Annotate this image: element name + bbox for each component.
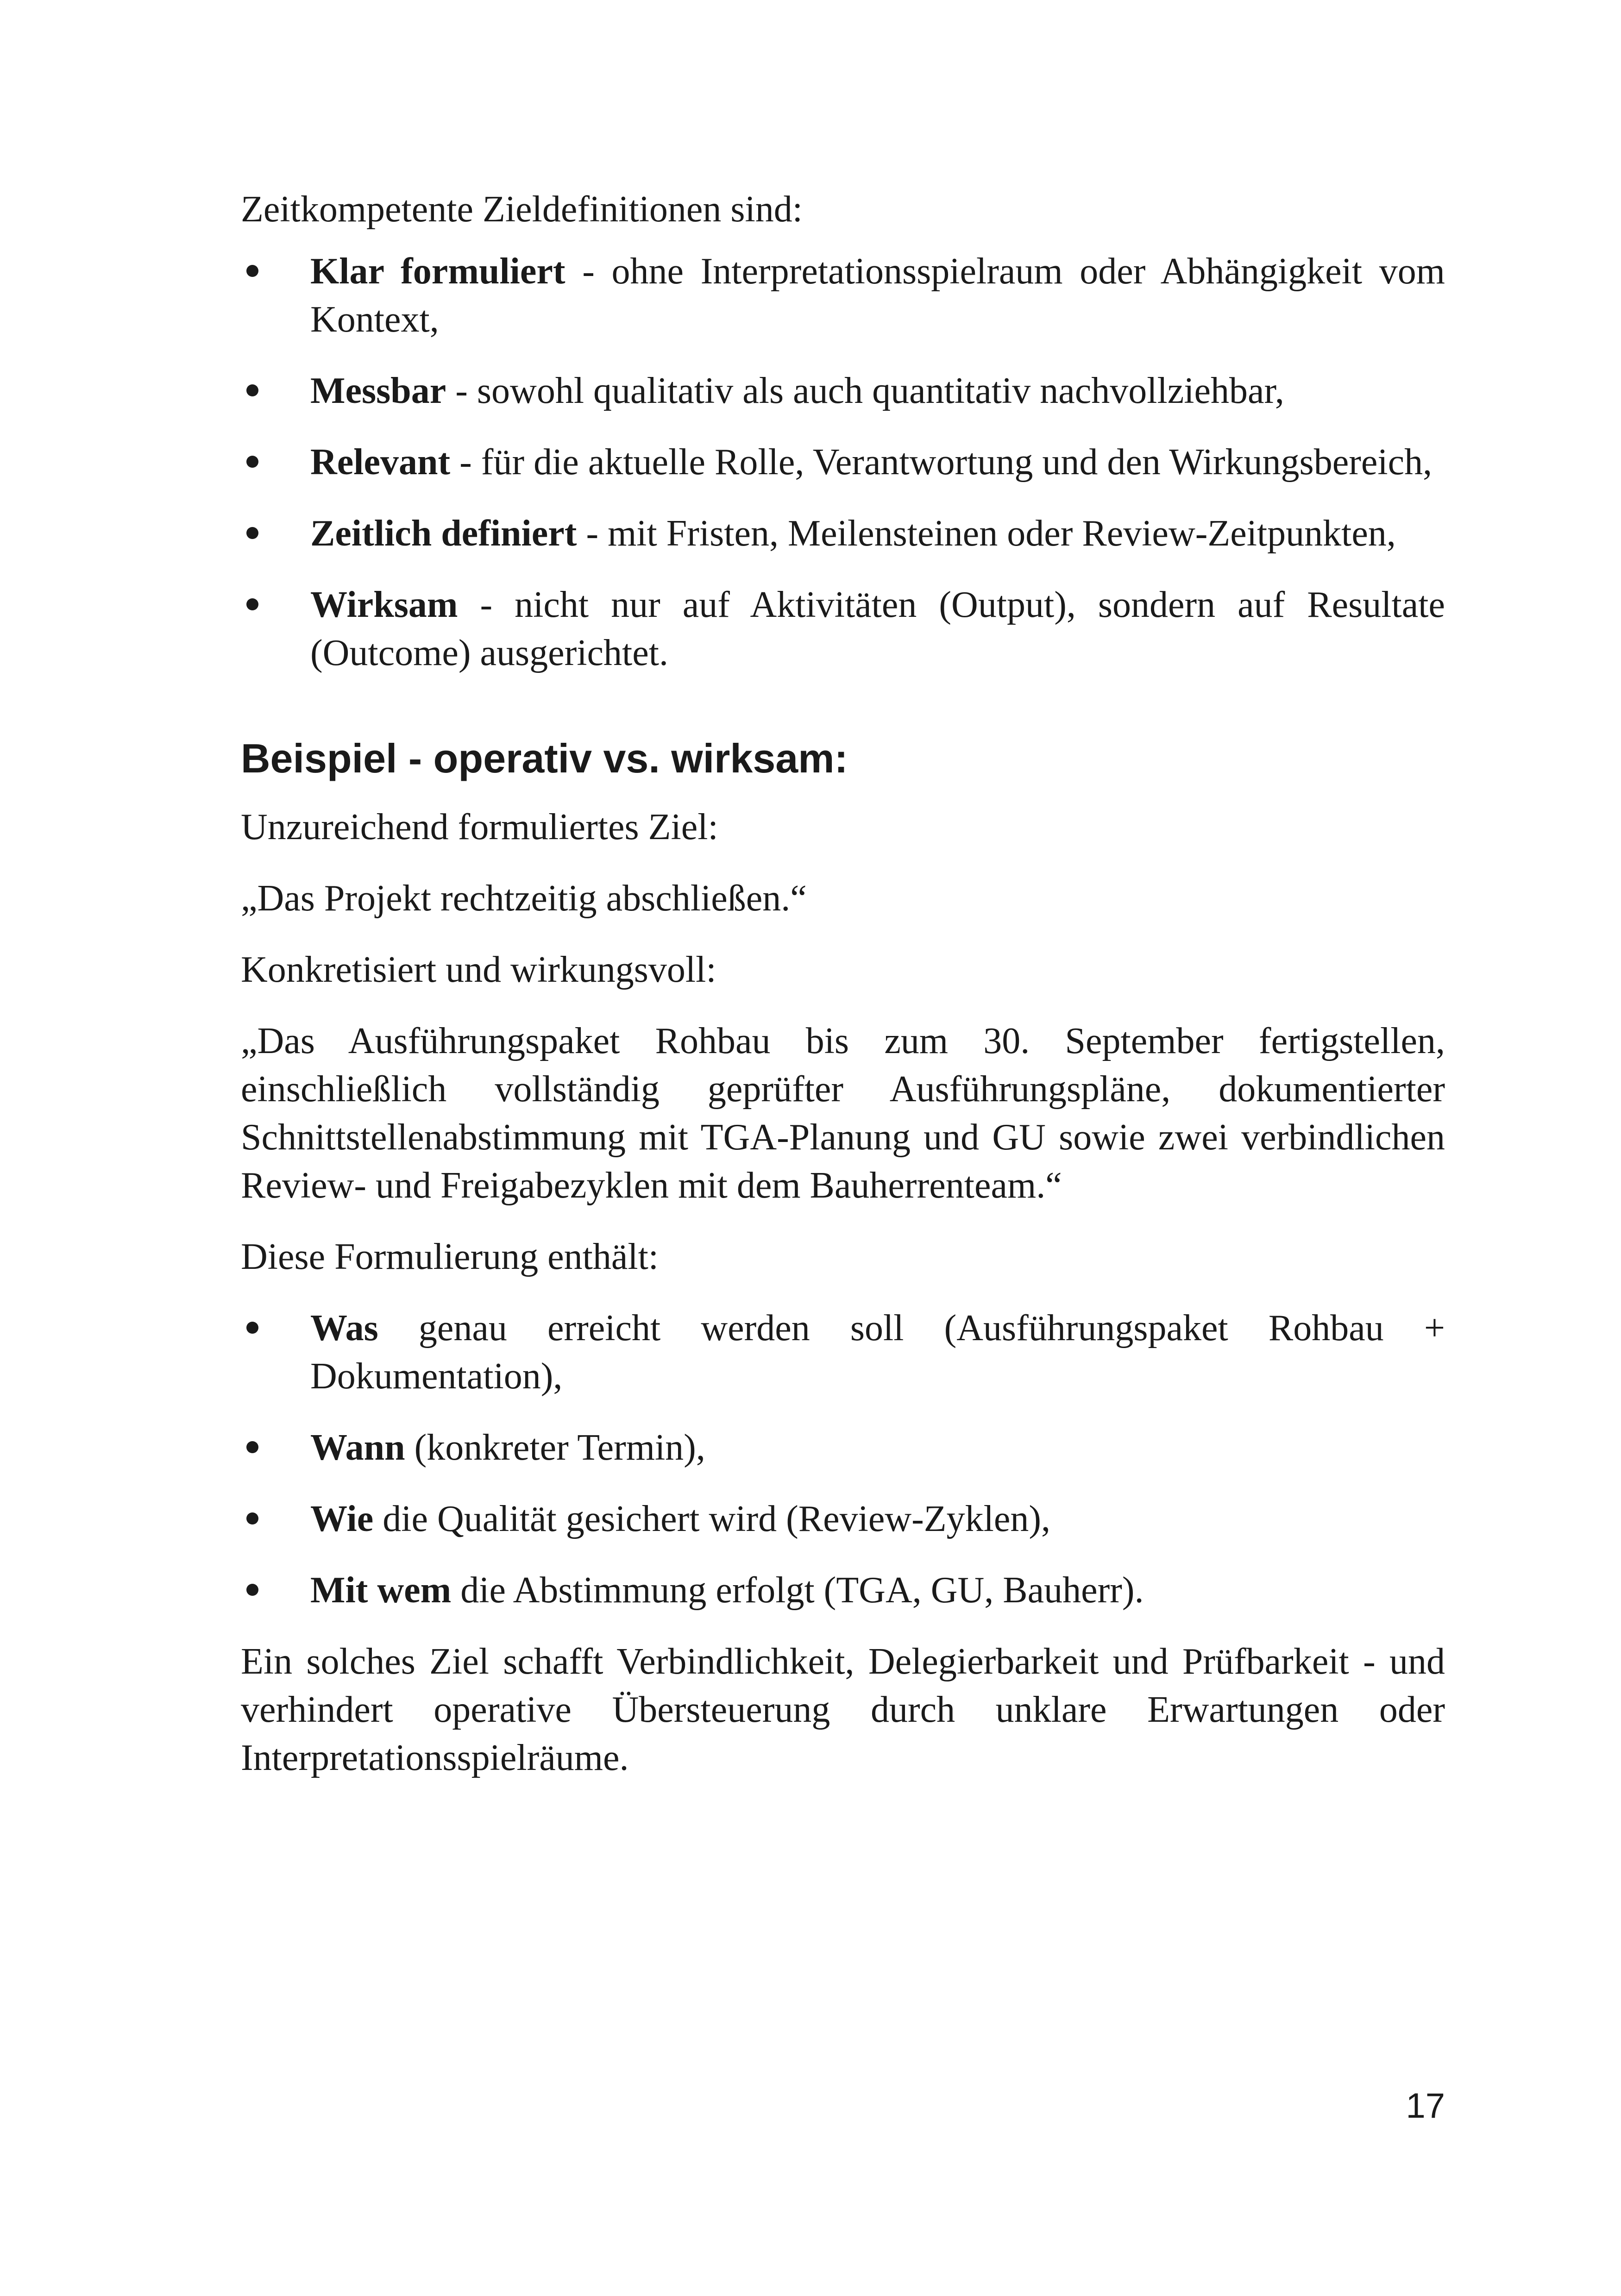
criteria-text: - mit Fristen, Meilensteinen oder Review-Zeitpunkten, (577, 513, 1396, 554)
bullet-icon (246, 265, 258, 277)
conclusion-text: Ein solches Ziel schafft Verbindlichkeit, Delegierbarkeit und Prüfbarkeit - und verhindert operative Übersteuerung durch unklare Erwartungen oder Interpretationsspielräume. (241, 1641, 1445, 1778)
aspect-item-how (241, 1495, 1445, 1543)
aspect-term: Wann (310, 1427, 405, 1468)
contains-label: Diese Formulierung enthält: (241, 1236, 659, 1277)
aspect-text: (konkreter Termin), (405, 1427, 705, 1468)
example-heading: Beispiel - operativ vs. wirksam: (241, 735, 848, 781)
criteria-item-measurable (241, 367, 1445, 415)
bullet-icon (246, 598, 258, 610)
aspect-item-what (241, 1304, 1445, 1400)
criteria-term: Messbar (310, 370, 446, 411)
strong-goal-label: Konkretisiert und wirkungsvoll: (241, 949, 716, 990)
criteria-text: - nicht nur auf Aktivitäten (Output), sondern auf Resultate (Outcome) ausgerichtet. (310, 584, 1445, 673)
criteria-item-relevant (241, 438, 1445, 486)
criteria-text: - sowohl qualitativ als auch quantitativ nachvollziehbar, (446, 370, 1284, 411)
criteria-text: - ohne Interpretationsspielraum oder Abhängigkeit vom Kontext, (310, 251, 1445, 340)
intro-text: Zeitkompetente Zieldefinitionen sind: (241, 189, 803, 230)
bullet-icon (246, 384, 258, 396)
criteria-text: - für die aktuelle Rolle, Verantwortung und den Wirkungsbereich, (450, 442, 1433, 483)
aspect-text: die Abstimmung erfolgt (TGA, GU, Bauherr). (451, 1570, 1144, 1611)
bullet-icon (246, 527, 258, 539)
aspects-list (241, 1304, 1445, 1614)
aspect-term: Mit wem (310, 1570, 452, 1611)
aspect-text: die Qualität gesichert wird (Review-Zyklen), (373, 1499, 1051, 1539)
weak-goal-label: Unzureichend formuliertes Ziel: (241, 807, 718, 847)
bullet-icon (246, 1512, 258, 1524)
aspect-term: Wie (310, 1499, 374, 1539)
bullet-icon (246, 1584, 258, 1596)
bullet-icon (246, 1441, 258, 1453)
aspect-item-when (241, 1424, 1445, 1472)
strong-goal-quote: „Das Ausführungspaket Rohbau bis zum 30. September fertigstellen, einschließlich vollständig geprüfter Ausführungspläne, dokumentierter Schnittstellenabstimmung mit TGA-Planung und GU sowie zwei verbindlichen Review- und Freigabezyklen mit dem Bauherrenteam.“ (241, 1021, 1445, 1206)
bullet-icon (246, 1322, 258, 1334)
criteria-term: Relevant (310, 442, 451, 483)
page-content (241, 185, 1445, 1805)
weak-goal-quote: „Das Projekt rechtzeitig abschließen.“ (241, 878, 807, 919)
bullet-icon (246, 456, 258, 468)
criteria-term: Klar formuliert (310, 251, 565, 292)
criteria-term: Zeitlich definiert (310, 513, 577, 554)
aspect-item-with-whom (241, 1566, 1445, 1614)
criteria-item-clear (241, 247, 1445, 344)
criteria-item-effective (241, 581, 1445, 677)
criteria-list (241, 247, 1445, 677)
aspect-text: genau erreicht werden soll (Ausführungspaket Rohbau + Dokumentation), (310, 1308, 1445, 1397)
criteria-term: Wirksam (310, 584, 458, 625)
criteria-item-time-bound (241, 509, 1445, 558)
page-number: 17 (1406, 2086, 1445, 2126)
aspect-term: Was (310, 1308, 378, 1349)
